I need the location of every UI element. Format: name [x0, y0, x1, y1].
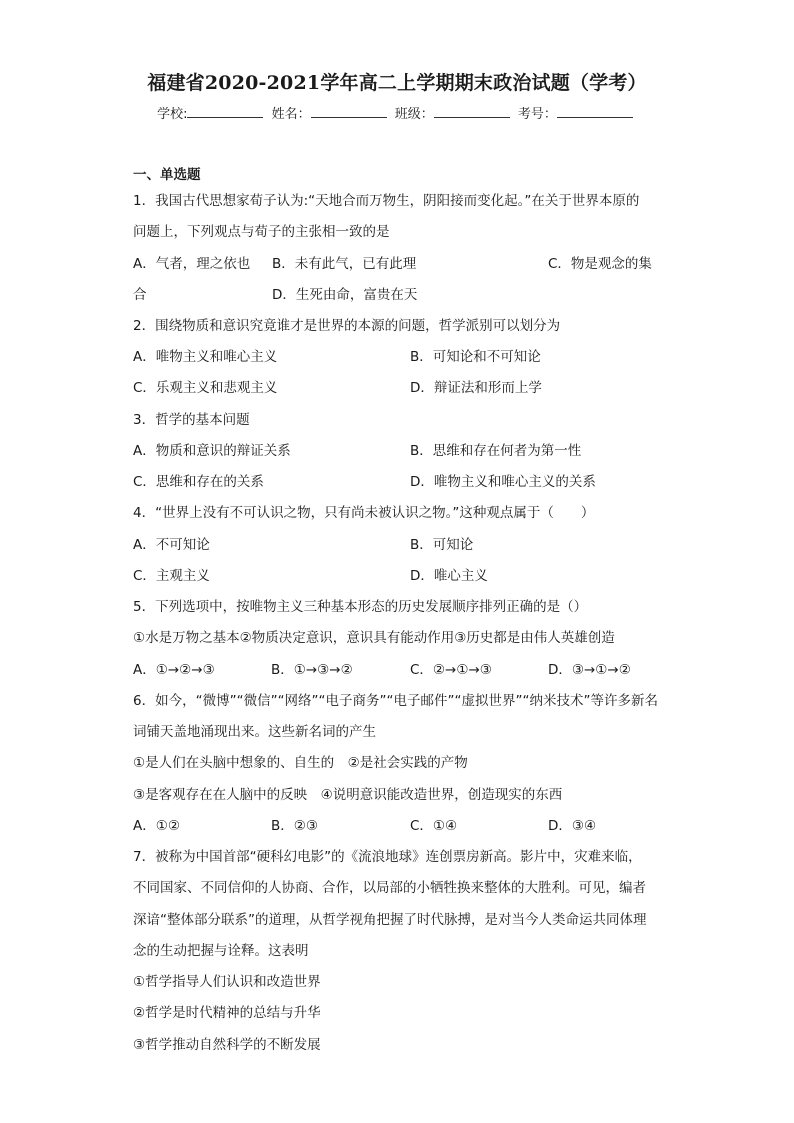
page-title: 福建省2020-2021学年高二上学期期末政治试题（学考）: [147, 72, 647, 94]
q7-stem-3: 深谙“整体部分联系”的道理，从哲学视角把握了时代脉搏，是对当今人类命运共同体理: [133, 912, 647, 928]
q1-stem-1: 1．我国古代思想家荀子认为:“天地合而万物生，阴阳接而变化起。”在关于世界本原的: [133, 193, 640, 209]
q7-stem-2: 不同国家、不同信仰的人协商、合作，以局部的小牺牲换来整体的大胜利。可见，编者: [133, 880, 646, 896]
exam-no-label: 考号：: [517, 107, 557, 122]
q5-option-c: C．②→①→③: [410, 662, 492, 678]
q7-stem-4: 念的生动把握与诠释。这表明: [133, 943, 309, 959]
q5-items: ①水是万物之基本②物质决定意识，意识具有能动作用③历史都是由伟人英雄创造: [133, 630, 615, 646]
q1-option-c-cont: 合: [133, 287, 147, 303]
q2-option-c: C．乐观主义和悲观主义: [133, 380, 278, 396]
q7-item-1: ①哲学指导人们认识和改造世界: [133, 974, 321, 990]
q3-option-a: A．物质和意识的辩证关系: [133, 443, 291, 459]
q5-option-b: B．①→③→②: [271, 662, 353, 678]
q7-stem-1: 7．被称为中国首部“硬科幻电影”的《流浪地球》连创票房新高。影片中，灾难来临，: [133, 849, 642, 865]
q3-option-b: B．思维和存在何者为第一性: [410, 443, 582, 459]
q6-option-c: C．①④: [410, 818, 458, 834]
q1-option-d: D．生死由命，富贵在天: [272, 287, 418, 303]
q4-stem: 4．“世界上没有不可认识之物，只有尚未被认识之物。”这种观点属于（ ）: [133, 505, 595, 521]
exam-no-blank[interactable]: [557, 105, 633, 118]
name-blank[interactable]: [311, 105, 387, 118]
student-info-line: [0, 103, 794, 122]
q7-item-2: ②哲学是时代精神的总结与升华: [133, 1005, 321, 1021]
q2-option-b: B．可知论和不可知论: [410, 349, 541, 365]
q4-option-a: A．不可知论: [133, 537, 210, 553]
q6-items-2: ③是客观存在在人脑中的反映 ④说明意识能改造世界，创造现实的东西: [133, 787, 563, 803]
class-blank[interactable]: [434, 105, 510, 118]
q1-stem-2: 问题上，下列观点与荀子的主张相一致的是: [133, 224, 390, 240]
q2-option-a: A．唯物主义和唯心主义: [133, 349, 278, 365]
q1-option-b: B．未有此气，已有此理: [272, 256, 417, 272]
class-label: 班级：: [394, 107, 434, 122]
q6-stem-2: 词铺天盖地涌现出来。这些新名词的产生: [133, 724, 376, 740]
school-label: 学校:: [157, 107, 188, 122]
q3-option-c: C．思维和存在的关系: [133, 474, 264, 490]
q3-option-d: D．唯物主义和唯心主义的关系: [410, 474, 596, 490]
name-label: 姓名：: [271, 107, 311, 122]
q1-option-a: A．气者，理之依也: [133, 256, 251, 272]
school-blank[interactable]: [187, 105, 263, 118]
q5-option-a: A．①→②→③: [133, 662, 215, 678]
q6-stem-1: 6．如今，“微博”“微信”“网络”“电子商务”“电子邮件”“虚拟世界”“纳米技术”等许多新名: [133, 693, 659, 709]
q6-items-1: ①是人们在头脑中想象的、自生的 ②是社会实践的产物: [133, 755, 468, 771]
q5-stem: 5．下列选项中，按唯物主义三种基本形态的历史发展顺序排列正确的是（）: [133, 599, 588, 615]
section-heading: 一、单选题: [133, 167, 201, 183]
q7-item-3: ③哲学推动自然科学的不断发展: [133, 1037, 321, 1053]
q5-option-d: D．③→①→②: [548, 662, 631, 678]
q6-option-a: A．①②: [133, 818, 180, 834]
q4-option-c: C．主观主义: [133, 568, 210, 584]
q2-stem: 2．围绕物质和意识究竟谁才是世界的本源的问题，哲学派别可以划分为: [133, 318, 561, 334]
q6-option-d: D．③④: [548, 818, 597, 834]
q3-stem: 3．哲学的基本问题: [133, 412, 250, 428]
q2-option-d: D．辩证法和形而上学: [410, 380, 542, 396]
q4-option-b: B．可知论: [410, 537, 474, 553]
q6-option-b: B．②③: [271, 818, 318, 834]
q1-option-c: C．物是观念的集: [548, 256, 652, 272]
q4-option-d: D．唯心主义: [410, 568, 488, 584]
